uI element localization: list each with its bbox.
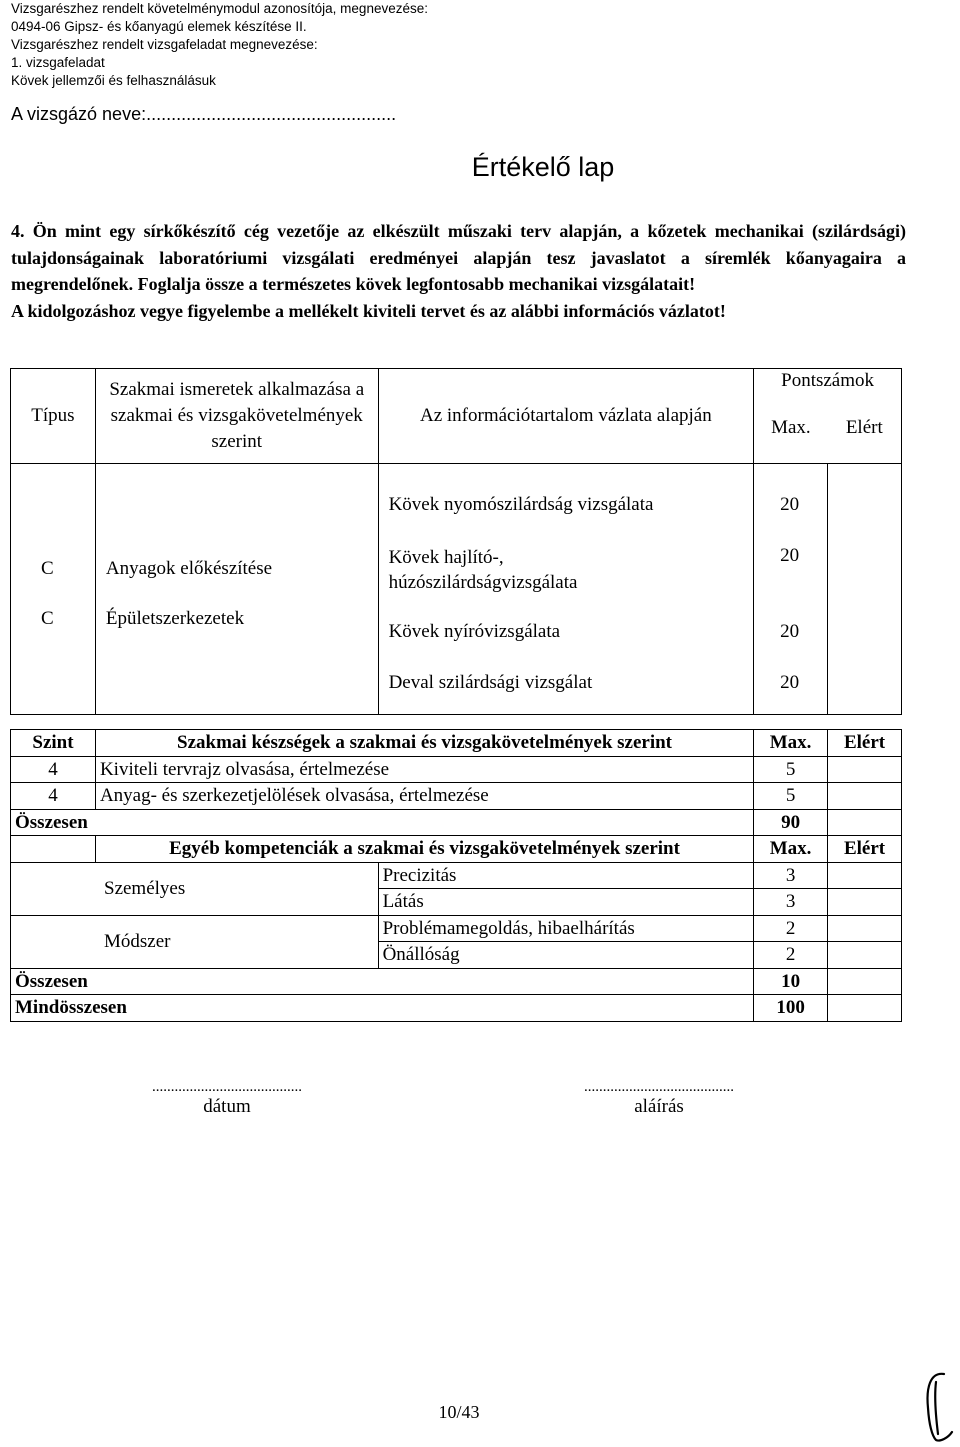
date-dots: ........................................ [152, 1079, 302, 1095]
signature-label: aláírás [634, 1096, 684, 1117]
competence-achieved [828, 862, 902, 889]
total-max: 90 [754, 809, 828, 836]
competence-total-label: Összesen [11, 968, 754, 995]
outline-header: Az információtartalom vázlata alapján [378, 369, 754, 464]
level-value: 4 [11, 756, 96, 783]
signature-block [526, 1078, 792, 1118]
level-value: 4 [11, 783, 96, 810]
header-line: Vizsgarészhez rendelt vizsgafeladat megnevezése: [11, 37, 318, 52]
level-header: Szint [11, 730, 96, 757]
competence-achieved-header: Elért [828, 836, 902, 863]
area-header: Szakmai ismeretek alkalmazása a szakmai és vizsgakövetelmények szerint [95, 369, 378, 464]
skill-label: Anyag- és szerkezetjelölések olvasása, értelmezése [95, 783, 753, 810]
date-label: dátum [203, 1096, 251, 1117]
table-row [11, 783, 902, 810]
signature-dots: ........................................ [584, 1079, 734, 1095]
table-row [11, 809, 902, 836]
task-instruction: A kidolgozáshoz vegye figyelembe a mellékelt kiviteli tervet és az alábbi információs vázlatot! [11, 300, 726, 321]
competence-label: Látás [378, 889, 754, 916]
competence-total-max: 10 [754, 968, 828, 995]
competence-max-header: Max. [754, 836, 828, 863]
grand-total-achieved [828, 995, 902, 1022]
header-line: Kövek jellemzői és felhasználásuk [11, 73, 216, 88]
competence-max: 3 [754, 889, 828, 916]
examinee-name-line: A vizsgázó neve:.................................................. [11, 104, 397, 124]
competence-label: Problémamegoldás, hibaelhárítás [378, 915, 754, 942]
achieved-header: Elért [828, 393, 902, 464]
total-achieved [828, 809, 902, 836]
outline-item: Kövek nyomószilárdság vizsgálata [388, 494, 654, 515]
max-value: 20 [780, 545, 800, 566]
max-value: 5 [754, 756, 828, 783]
competence-total-achieved [828, 968, 902, 995]
grand-total-max: 100 [754, 995, 828, 1022]
competence-max: 3 [754, 862, 828, 889]
competence-achieved [828, 915, 902, 942]
competence-max: 2 [754, 915, 828, 942]
competence-achieved [828, 942, 902, 969]
header-line: 1. vizsgafeladat [11, 55, 105, 70]
task-description [11, 218, 906, 324]
competence-group: Személyes [11, 862, 379, 915]
table-row [11, 756, 902, 783]
page-number: 10/43 [438, 1402, 480, 1422]
type-value: C [41, 558, 54, 579]
achieved-value [828, 783, 902, 810]
type-header: Típus [11, 369, 96, 464]
page-title: Értékelő lap [471, 152, 615, 182]
table-row [11, 915, 902, 942]
handwritten-initial-icon [922, 1368, 956, 1444]
achieved-header: Elért [828, 730, 902, 757]
table-row [11, 995, 902, 1022]
max-value: 5 [754, 783, 828, 810]
skills-table [10, 729, 902, 1022]
competence-group: Módszer [11, 915, 379, 968]
outline-item: Kövek hajlító-, húzószilárdságvizsgálata [388, 547, 578, 593]
table-row [11, 836, 902, 863]
skill-label: Kiviteli tervrajz olvasása, értelmezése [95, 756, 753, 783]
task-paragraph: 4. Ön mint egy sírkőkészítő cég vezetője az elkészült műszaki terv alapján, a kőzetek mechanikai (szilárdsági) tulajdonságainak laboratóriumi vizsgálati eredményei alapján tesz javaslatot a síremlék kőanyagaira a megrendelőnek. Foglalja össze a természetes kövek legfontosabb mechanikai vizsgálatait! [11, 221, 906, 294]
outline-cell [378, 464, 754, 715]
type-value: C [41, 608, 54, 629]
area-value: Épületszerkezetek [105, 608, 245, 629]
competence-label: Precizitás [378, 862, 754, 889]
header-line: Vizsgarészhez rendelt követelménymodul azonosítója, megnevezése: [11, 1, 428, 16]
header-line: 0494-06 Gipsz- és kőanyagú elemek készítése II. [11, 19, 307, 34]
grand-total-label: Mindösszesen [11, 995, 754, 1022]
total-label: Összesen [11, 809, 754, 836]
skills-header: Szakmai készségek a szakmai és vizsgakövetelmények szerint [95, 730, 753, 757]
table-row [11, 968, 902, 995]
points-header: Pontszámok [754, 369, 902, 394]
max-value: 20 [780, 494, 800, 515]
achieved-value [828, 756, 902, 783]
max-value: 20 [780, 672, 800, 693]
competence-header: Egyéb kompetenciák a szakmai és vizsgakövetelmények szerint [95, 836, 753, 863]
empty-cell [11, 836, 96, 863]
max-cell [754, 464, 828, 715]
type-cell [11, 464, 96, 715]
document-header [11, 0, 428, 90]
competence-max: 2 [754, 942, 828, 969]
competence-achieved [828, 889, 902, 916]
outline-item: Kövek nyíróvizsgálata [388, 621, 561, 642]
knowledge-table [10, 368, 902, 715]
table-row [11, 862, 902, 889]
max-header: Max. [754, 730, 828, 757]
max-header: Max. [754, 393, 828, 464]
area-value: Anyagok előkészítése [105, 558, 273, 579]
competence-label: Önállóság [378, 942, 754, 969]
achieved-cell [828, 464, 902, 715]
area-cell [95, 464, 378, 715]
outline-item: Deval szilárdsági vizsgálat [388, 672, 593, 693]
max-value: 20 [780, 621, 800, 642]
date-signature-block [94, 1078, 360, 1118]
